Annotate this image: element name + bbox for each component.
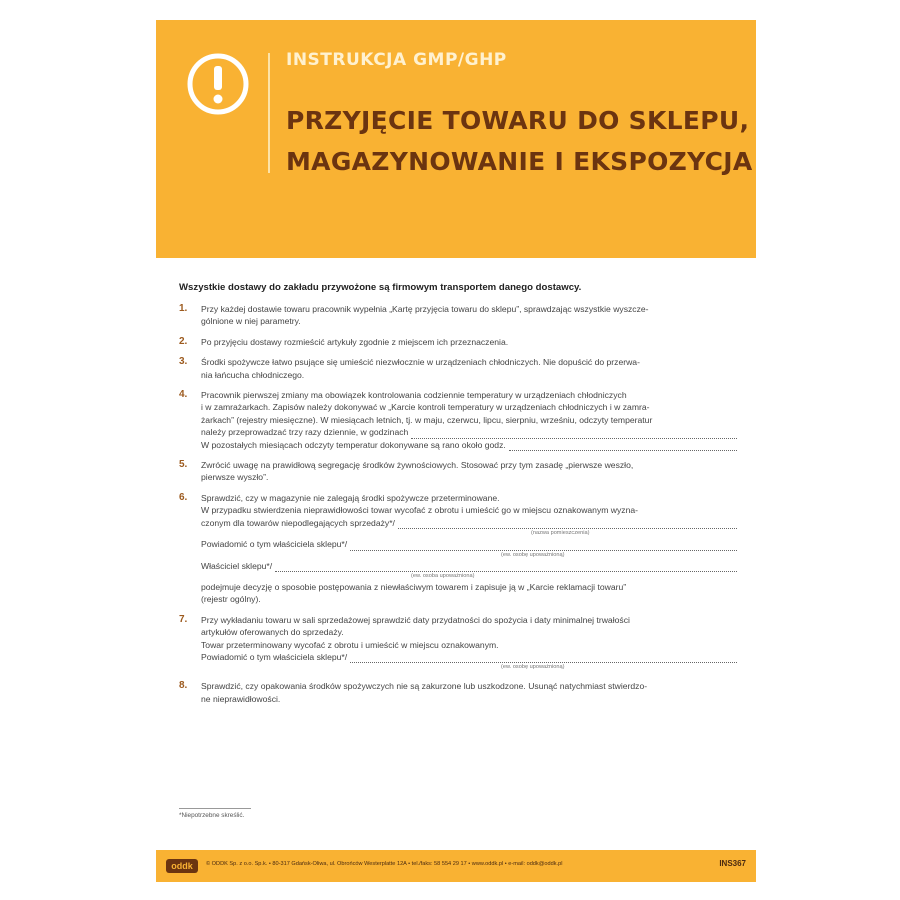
fill-in-field[interactable] [350,540,737,551]
title-line-1: PRZYJĘCIE TOWARU DO SKLEPU, [286,106,750,135]
item-number: 2. [179,335,188,347]
header-band [156,20,756,258]
item-text-line: Towar przeterminowany wycofać z obrotu i umieścić w miejscu oznakowanym. [201,639,499,650]
item-text-line: czonym dla towarów niepodlegających sprzedaży*/ [201,517,395,528]
item-text-line: Sprawdzić, czy opakowania środków spożywczych nie są zakurzone lub uszkodzone. Usunąć natychmiast stwierdzo- [201,681,648,692]
field-hint: (ew. osobę upoważnioną) [501,551,565,558]
item-text-line: W przypadku stwierdzenia nieprawidłowości towar wycofać z obrotu i umieścić go w miejscu oznakowanym wyzna- [201,505,639,516]
list-item-3 [179,356,737,381]
notify-fill-line [201,651,737,663]
item-number: 7. [179,613,188,625]
document-subtitle: INSTRUKCJA GMP/GHP [286,50,507,70]
item-text-line: żarkach” (rejestry miesięczne). W miesiącach letnich, tj. w maju, czerwcu, lipcu, sierpniu, wrześniu, odczyty temperatur [201,414,653,425]
item-text-line: Po przyjęciu dostawy rozmieścić artykuły zgodnie z miejscem ich przeznaczenia. [201,336,509,347]
notify-label: Powiadomić o tym właściciela sklepu*/ [201,651,348,662]
item-number: 8. [179,680,188,692]
item-text-line: Przy każdej dostawie towaru pracownik wypełnia „Kartę przyjęcia towaru do sklepu”, sprawdzając wszystkie wyszcze- [201,304,649,314]
item-text-line: Sprawdzić, czy w magazynie nie zalegają środki spożywcze przeterminowane. [201,492,500,503]
list-item-1 [179,303,737,328]
item-text-line: ne nieprawidłowości. [201,693,281,704]
item-text-line: należy przeprowadzać trzy razy dziennie, w godzinach [201,427,409,438]
item-number: 4. [179,389,188,401]
item-number: 6. [179,491,188,503]
item-text-line: Przy wykładaniu towaru w sali sprzedażowej sprawdzić daty przydatności do spożycia i daty minimalnej trwałości [201,614,630,625]
fill-in-field[interactable] [350,652,737,663]
item-text-line: podejmuje decyzję o sposobie postępowania z niewłaściwym towarem i zapisuje ją w „Karcie reklamacji towaru” [201,581,627,592]
fill-in-field[interactable] [411,428,737,439]
footnote: *Niepotrzebne skreślić. [179,812,245,819]
list-item-4 [179,389,737,451]
item-text-line: artykułów oferowanych do sprzedaży. [201,627,344,638]
list-item-2 [179,336,737,348]
document-code: INS367 [719,859,746,868]
item-number: 1. [179,303,188,314]
instruction-sheet [156,20,756,882]
list-item-7 [179,614,737,673]
list-item-6 [179,492,737,606]
item-text-line: pierwsze wyszło”. [201,472,269,483]
list-item-8 [179,680,737,705]
fill-in-field[interactable] [509,440,737,451]
item-number: 5. [179,459,188,471]
morning-hour-fill-line [201,439,737,451]
list-item-5 [179,459,737,484]
exclamation-circle-icon [186,52,250,116]
notify-label: Powiadomić o tym właściciela sklepu*/ [201,539,348,550]
footnote-divider [179,808,251,809]
footer-contact-text: © ODDK Sp. z o.o. Sp.k. • 80-317 Gdańsk-Oliwa, ul. Obrońców Westerplatte 12A • tel./faks: 58 554 29 17 • www.oddk.pl • e-mail: oddk@oddk.pl [206,861,563,867]
company-logo: oddk [166,859,198,873]
item-text-line: nia łańcucha chłodniczego. [201,369,305,380]
item-text-line: gólnione w niej parametry. [201,316,301,327]
fill-in-field[interactable] [275,561,737,572]
field-hint: (ew. osobę upoważnioną) [501,664,565,671]
owner-fill-line [201,560,737,572]
item-number: 3. [179,356,188,368]
item-text-line: Środki spożywcze łatwo psujące się umieścić niezwłocznie w urządzeniach chłodniczych. Nie dopuścić do przerwa- [201,357,640,368]
intro-text: Wszystkie dostawy do zakładu przywożone są firmowym transportem danego dostawcy. [179,282,582,293]
title-line-2: MAGAZYNOWANIE I EKSPOZYCJA [286,147,753,176]
header-divider [268,53,270,173]
item-text-line: (rejestr ogólny). [201,594,261,605]
field-hint: (ew. osoba upoważniona) [411,572,475,579]
field-hint: (nazwa pomieszczenia) [531,530,590,537]
location-fill-line [201,517,737,529]
document-title [286,100,752,182]
item-text-line: Pracownik pierwszej zmiany ma obowiązek kontrolowania codziennie temperatury w urządzeniach chłodniczych [201,390,627,401]
hours-fill-line [201,426,737,438]
fill-in-field[interactable] [398,518,737,529]
footer-band [156,850,756,882]
item-text-line: Zwrócić uwagę na prawidłową segregację środków żywnościowych. Stosować przy tym zasadę „pierwsze weszło, [201,460,634,471]
owner-label: Właściciel sklepu*/ [201,560,273,571]
instruction-content [179,282,737,713]
item-text-line: W pozostałych miesiącach odczyty temperatur dokonywane są rano około godz. [201,439,506,450]
item-text-line: i w zamrażarkach. Zapisów należy dokonywać w „Karcie kontroli temperatury w urządzeniach chłodniczych i w zamra- [201,402,650,413]
notify-fill-line [201,538,737,550]
